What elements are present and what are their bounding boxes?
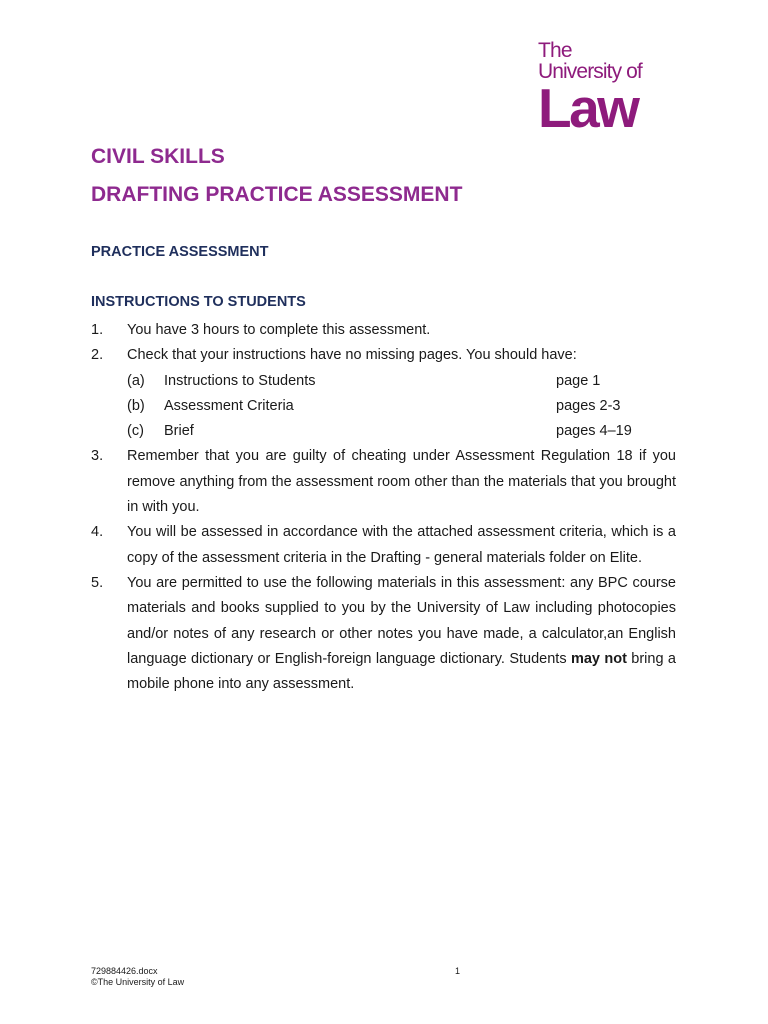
logo-line-law: Law: [538, 77, 638, 139]
list-item-number: 3.: [91, 448, 104, 465]
list-item: [91, 571, 676, 697]
list-item-text-part: You are permitted to use the following materials in this assessment: any BPC course materials and books supplied to you by the University of Law including photocopies and/or notes of any research or other notes you have made, a calculator,an English language dictionary or English-foreign language dictionary. Students: [127, 574, 676, 667]
list-item-text: Check that your instructions have no missing pages. You should have:: [127, 347, 577, 364]
footer-filename: 729884426.docx: [91, 966, 158, 976]
sub-item-pages: pages 2-3: [556, 397, 621, 414]
list-item-number: 2.: [91, 347, 104, 364]
list-item-text: You have 3 hours to complete this assessment.: [127, 322, 431, 338]
list-item-text: Remember that you are guilty of cheating under Assessment Regulation 18 if you remove anything from the assessment room other than the materials that you brought in with you.: [127, 448, 676, 516]
list-item: [91, 318, 676, 343]
list-item-emphasis: may not: [570, 650, 627, 667]
footer-copyright: ©The University of Law: [91, 977, 185, 987]
heading-practice-assessment: PRACTICE ASSESSMENT: [91, 244, 269, 260]
list-item-text-part: bring a mobile phone into any assessment.: [127, 650, 676, 693]
sub-item-pages: page 1: [556, 372, 601, 389]
document-title-civil-skills: CIVIL SKILLS: [91, 145, 225, 168]
list-item-text: You will be assessed in accordance with the attached assessment criteria, which is a copy of the assessment criteria in the Drafting - general materials folder on Elite.: [127, 524, 676, 566]
sub-item-label: Assessment Criteria: [164, 397, 294, 414]
list-item-number: 1.: [91, 322, 104, 338]
list-item: [91, 444, 676, 520]
instructions-list: [91, 318, 676, 697]
sub-list-item: [127, 394, 676, 419]
sub-list-item: [127, 369, 676, 394]
sub-item-letter: (c): [127, 423, 144, 440]
page-footer: [91, 966, 184, 988]
sub-item-pages: pages 4–19: [556, 423, 632, 440]
sub-item-letter: (b): [127, 397, 145, 414]
sub-item-label: Brief: [164, 423, 194, 440]
university-of-law-logo: [538, 39, 660, 139]
heading-instructions-to-students: INSTRUCTIONS TO STUDENTS: [91, 294, 306, 310]
footer-page-number: 1: [455, 966, 461, 976]
list-item: [91, 343, 676, 368]
list-item: [91, 520, 676, 571]
sub-item-letter: (a): [127, 372, 145, 389]
list-item-number: 4.: [91, 524, 104, 541]
sub-list-item: [127, 419, 676, 444]
logo-line-university-of: University of: [538, 60, 642, 83]
document-title-drafting-practice: DRAFTING PRACTICE ASSESSMENT: [91, 183, 463, 206]
logo-line-the: The: [538, 39, 572, 62]
sub-item-label: Instructions to Students: [164, 372, 316, 389]
list-item-text: [127, 571, 676, 697]
list-item-number: 5.: [91, 574, 104, 591]
